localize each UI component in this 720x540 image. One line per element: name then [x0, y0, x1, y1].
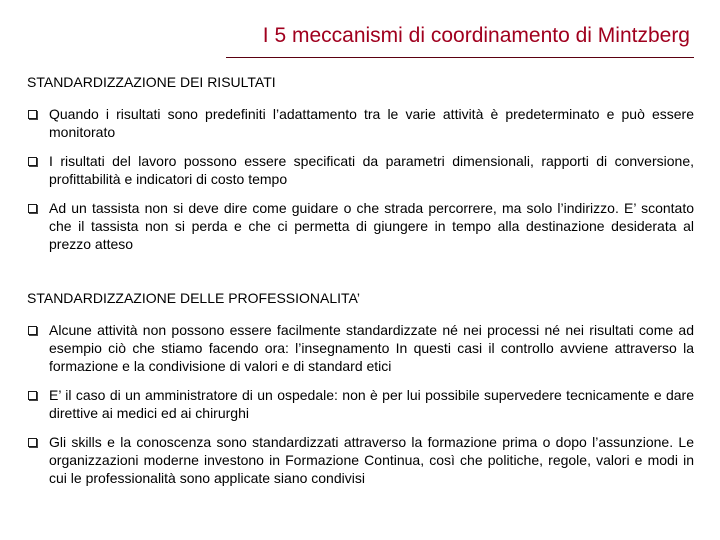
square-bullet-icon	[28, 438, 37, 447]
bullet-list	[27, 105, 694, 253]
bullet-text: E’ il caso di un amministratore di un ospedale: non è per lui possibile supervedere tecnicamente e dare direttive ai medici ed ai chirurghi	[49, 387, 694, 421]
section-standardizzazione-professionalita	[27, 290, 694, 487]
section-heading: STANDARDIZZAZIONE DELLE PROFESSIONALITA’	[27, 290, 360, 306]
bullet-item	[27, 199, 694, 253]
slide-title: I 5 meccanismi di coordinamento di Mintzberg	[262, 24, 690, 47]
bullet-list	[27, 321, 694, 487]
section-heading: STANDARDIZZAZIONE DEI RISULTATI	[27, 74, 276, 90]
bullet-item	[27, 105, 694, 141]
square-bullet-icon	[28, 326, 37, 335]
bullet-item	[27, 152, 694, 188]
bullet-text: Ad un tassista non si deve dire come guidare o che strada percorrere, ma solo l’indirizzo. E’ scontato che il tassista non si perda e che ci permetta di giungere in tempo alla destinazione desiderata al prezzo atteso	[49, 200, 694, 252]
bullet-text: Gli skills e la conoscenza sono standardizzati attraverso la formazione prima o dopo l’assunzione. Le organizzazioni moderne investono in Formazione Continua, così che politiche, regole, valori e modi in cui le professionalità sono applicate siano condivisi	[49, 434, 694, 486]
section-standardizzazione-risultati	[27, 74, 694, 253]
title-underline	[226, 57, 694, 58]
square-bullet-icon	[28, 110, 37, 119]
bullet-text: I risultati del lavoro possono essere specificati da parametri dimensionali, rapporti di conversione, profittabilità e indicatori di costo tempo	[49, 153, 694, 187]
bullet-item	[27, 386, 694, 422]
bullet-item	[27, 433, 694, 487]
bullet-text: Quando i risultati sono predefiniti l’adattamento tra le varie attività è predeterminato e può essere monitorato	[49, 106, 694, 140]
bullet-item	[27, 321, 694, 375]
square-bullet-icon	[28, 204, 37, 213]
bullet-text: Alcune attività non possono essere facilmente standardizzate né nei processi né nei risultati come ad esempio ciò che stiamo facendo ora: l’insegnamento In questi casi il controllo avviene attraverso la formazione e la condivisione di valori e di standard etici	[49, 322, 694, 374]
square-bullet-icon	[28, 157, 37, 166]
square-bullet-icon	[28, 391, 37, 400]
